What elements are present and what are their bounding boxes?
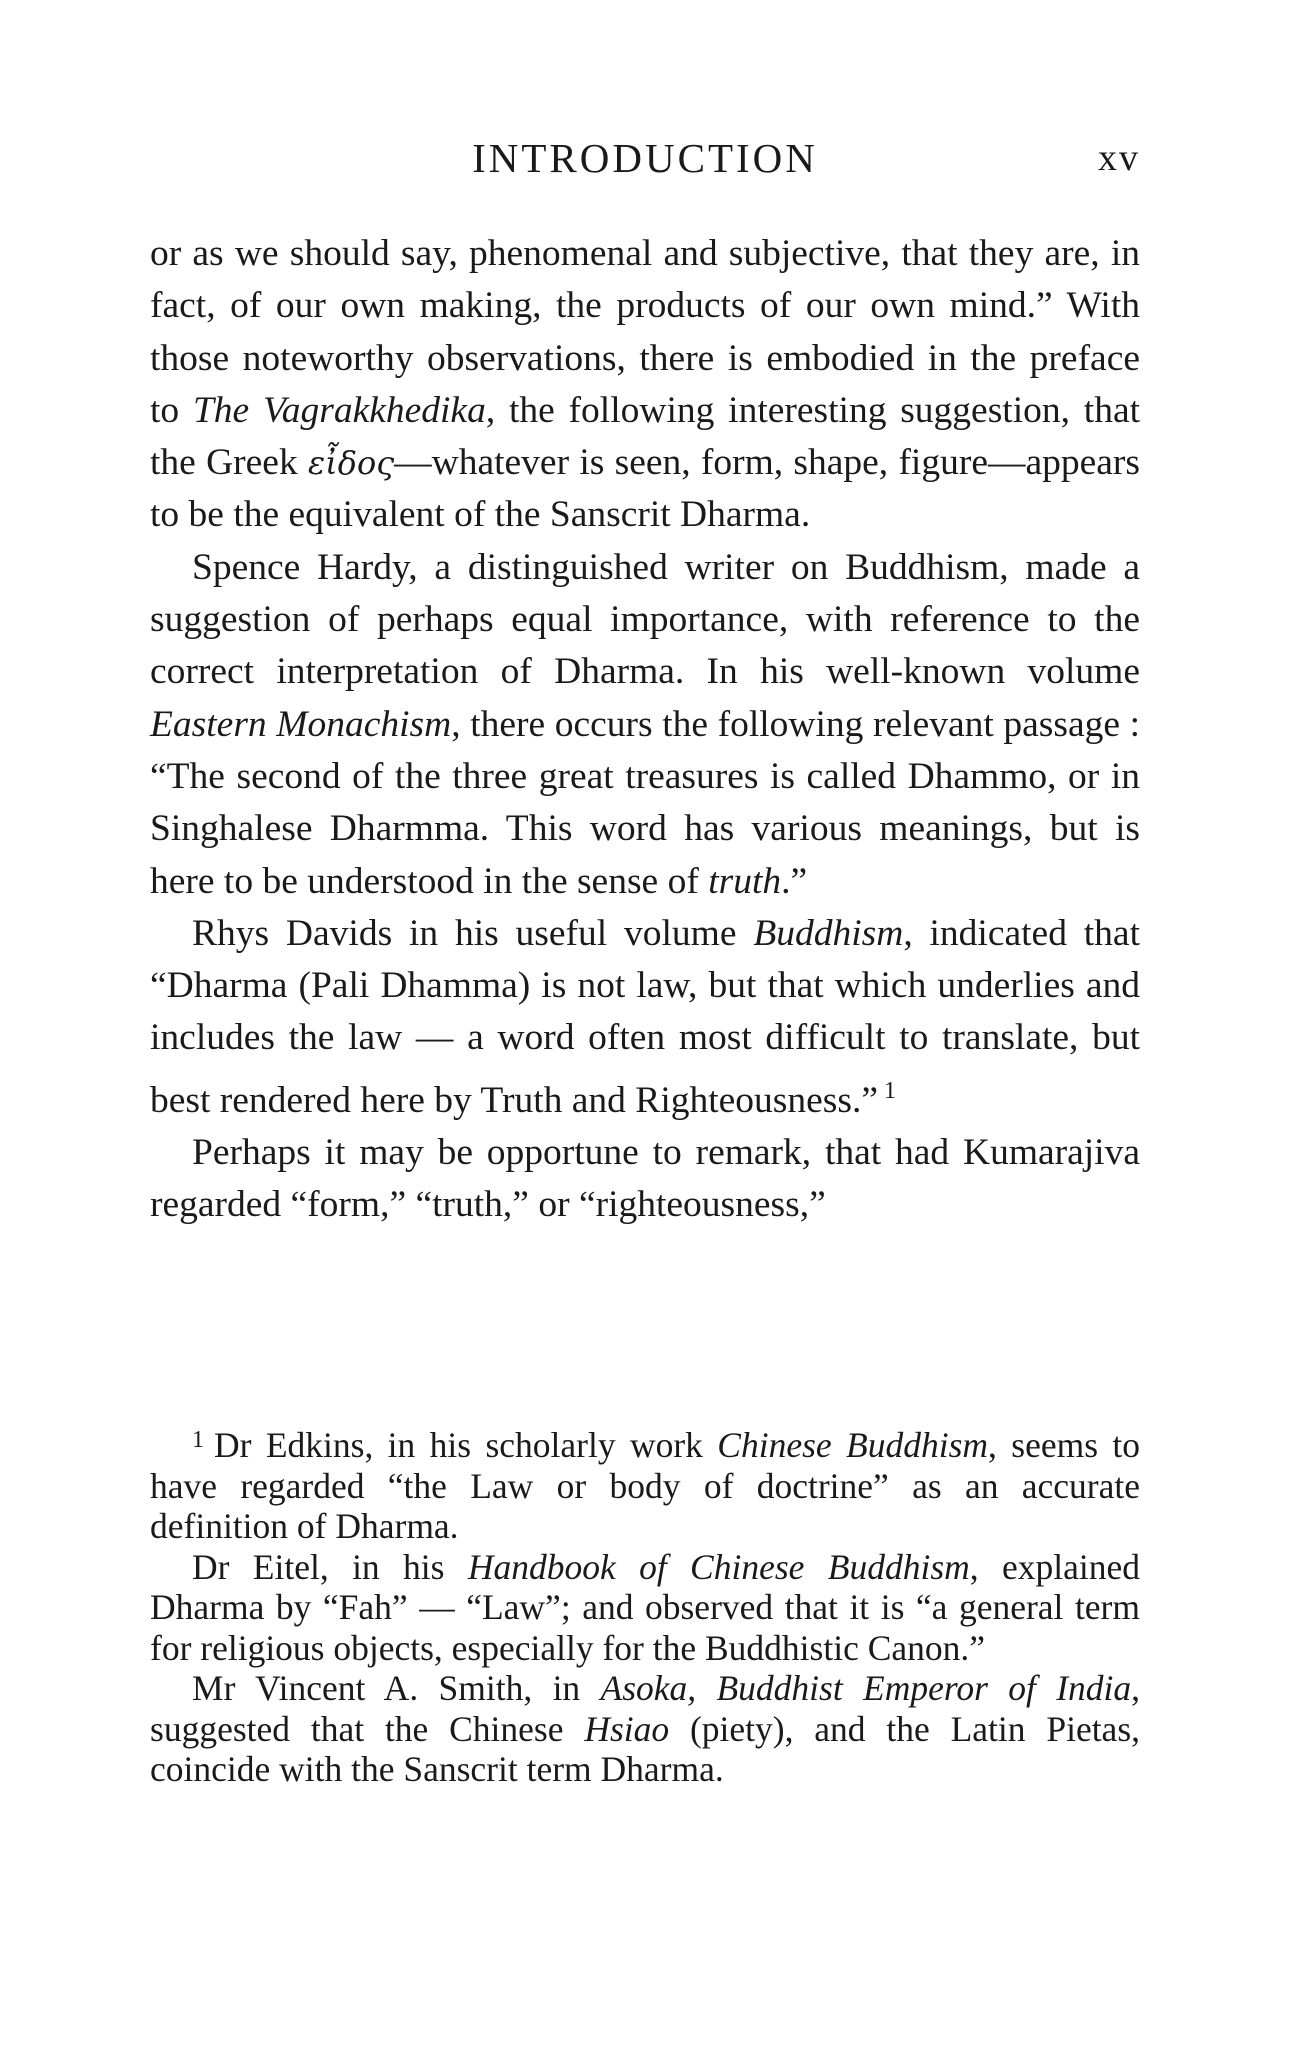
paragraph: Rhys Davids in his useful volume Buddhism, indicated that “Dharma (Pali Dhamma) is not law, but that which underlies and includes the law — a word often most difficult to translate, but best rendered here by Truth and Righteousness.” $^1$ bbox=[150, 912, 1140, 1121]
greek-word: εἶδος bbox=[307, 444, 395, 483]
body-text bbox=[150, 228, 1140, 1232]
paragraph: Perhaps it may be opportune to remark, that had Kumarajiva regarded “form,” “truth,” or “righteousness,” bbox=[150, 1132, 1140, 1226]
footnotes bbox=[150, 1420, 1140, 1790]
book-title: The Vagrakkhedika bbox=[192, 389, 486, 431]
footnote-continuation: Dr Eitel, in his Handbook of Chinese Buddhism, explained Dharma by “Fah” — “Law”; and observed that it is “a general term for religious objects, especially for the Buddhistic Canon.” bbox=[150, 1546, 1140, 1668]
chapter-title: INTRODUCTION bbox=[472, 135, 818, 181]
book-title: Handbook of Chinese Buddhism bbox=[467, 1546, 970, 1587]
footnote-continuation: Mr Vincent A. Smith, in Asoka, Buddhist Emperor of India, suggested that the Chinese Hsiao (piety), and the Latin Pietas, coincide with the Sanscrit term Dharma. bbox=[150, 1668, 1141, 1789]
page-number: xv bbox=[1098, 137, 1140, 179]
book-title: Chinese Buddhism bbox=[717, 1425, 989, 1465]
book-title: Asoka, Buddhist Emperor of India bbox=[600, 1668, 1132, 1708]
footnote: $^1$ Dr Edkins, in his scholarly work Chinese Buddhism, seems to have regarded “the Law or body of doctrine” as an accurate definition of Dharma. bbox=[150, 1425, 1141, 1546]
book-title: Buddhism bbox=[753, 912, 904, 954]
emphasis: Hsiao bbox=[584, 1708, 670, 1749]
paragraph: or as we should say, phenomenal and subjective, that they are, in fact, of our own making, the products of our own mind.” With those noteworthy observations, there is embodied in the preface to The Vagrakkhedika, the following interesting suggestion, that the Greek εἶδος—whatever is seen, form, shape, figure—appears to be the equivalent of the Sanscrit Dharma. bbox=[150, 233, 1141, 536]
footnote-reference[interactable]: 1 bbox=[884, 1077, 896, 1104]
emphasis: truth bbox=[708, 860, 782, 902]
footnote-marker: 1 bbox=[192, 1427, 204, 1453]
running-head bbox=[150, 128, 1140, 188]
book-title: Eastern Monachism bbox=[150, 703, 452, 745]
paragraph: Spence Hardy, a distinguished writer on Buddhism, made a suggestion of perhaps equal importance, with reference to the correct interpretation of Dharma. In his well-known volume Eastern Monachism, there occurs the following relevant passage : “The second of the three great treasures is called Dhammo, or in Singhalese Dharmma. This word has various meanings, but is here to be understood in the sense of truth.” bbox=[150, 546, 1141, 902]
